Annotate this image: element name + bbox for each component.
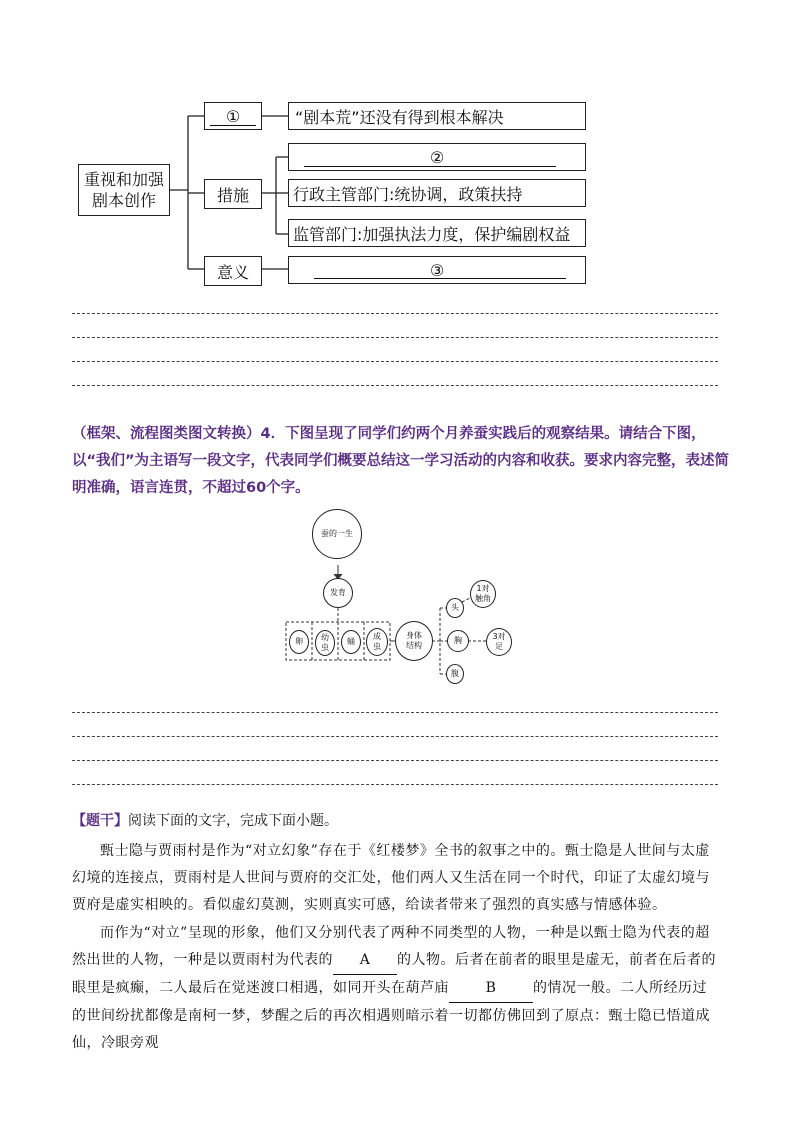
passage-paragraph-2: [72, 920, 720, 1057]
branch2-item2: 行政主管部门:统协调，政策扶持: [288, 179, 586, 207]
node-egg: 卵: [289, 630, 309, 654]
branch2-label: 措施: [204, 179, 262, 209]
node-legs: 3对 足: [486, 628, 512, 656]
branch1-text: “剧本荒”还没有得到根本解决: [288, 102, 586, 130]
passage-header: [72, 808, 720, 835]
answer-line[interactable]: [72, 712, 718, 713]
passage-p2-part2: 的人物。后者在前者的眼里是虚无，前者在后者的眼里是疯癫，二人最后在觉迷渡口相遇，如同开头在葫芦庙: [72, 952, 716, 996]
answer-line[interactable]: [72, 736, 718, 737]
node-antenna: 1对 触角: [470, 580, 496, 608]
branch2-item3: 监管部门:加强执法力度，保护编剧权益: [288, 219, 586, 247]
branch2-marker: ②: [429, 147, 445, 167]
branch3-marker: ③: [429, 260, 445, 280]
question4-text: （框架、流程图类图文转换）4．下图呈现了同学们约两个月养蚕实践后的观察结果。请结合下图，以“我们”为主语写一段文字，代表同学们概要总结这一学习活动的内容和收获。要求内容完整，表述简明准确，语言连贯，不超过60个字。: [72, 426, 730, 496]
node-develop: 发育: [323, 578, 353, 608]
branch3-label: 意义: [204, 256, 262, 286]
node-body: 身体 结构: [395, 621, 433, 661]
passage-instruction: 阅读下面的文字，完成下面小题。: [128, 813, 338, 829]
node-chest: 胸: [447, 630, 469, 652]
mindmap-root: 重视和加强 剧本创作: [78, 164, 170, 216]
passage-p2-part1: 而作为“对立”呈现的形象，他们又分别代表了两种不同类型的人物，一种是以甄士隐为代表的超然出世的人物，一种是以贾雨村为代表的: [72, 925, 710, 968]
node-belly: 腹: [446, 664, 464, 684]
node-head: 头: [446, 598, 464, 618]
passage-tag: 【题干】: [72, 813, 128, 829]
branch1-marker: ①: [225, 106, 241, 126]
answer-line[interactable]: [72, 760, 718, 761]
passage-p2-part3: 的情况一般。二人所经历过的世间纷扰都像是南柯一梦，梦醒之后的再次相遇则暗示着一切都仿佛回到了原点：甄士隐已悟道成仙，冷眼旁观: [72, 980, 710, 1051]
blank-a[interactable]: A: [333, 947, 397, 975]
node-adult: 成 虫: [366, 628, 388, 656]
answer-line[interactable]: [72, 784, 718, 785]
blank-b[interactable]: B: [449, 975, 533, 1003]
node-pupa: 蛹: [341, 630, 361, 654]
passage-paragraph-1: 甄士隐与贾雨村是作为“对立幻象”存在于《红楼梦》全书的叙事之中的。甄士隐是人世间与太虚幻境的连接点，贾雨村是人世间与贾府的交汇处，他们两人又生活在同一个时代，印证了太虚幻境与贾府是虚实相映的。看似虚幻莫测，实则真实可感，给读者带来了强烈的真实感与情感体验。: [72, 843, 710, 913]
node-larva: 幼 虫: [315, 630, 335, 656]
node-life: 蚕的一生: [312, 509, 362, 559]
